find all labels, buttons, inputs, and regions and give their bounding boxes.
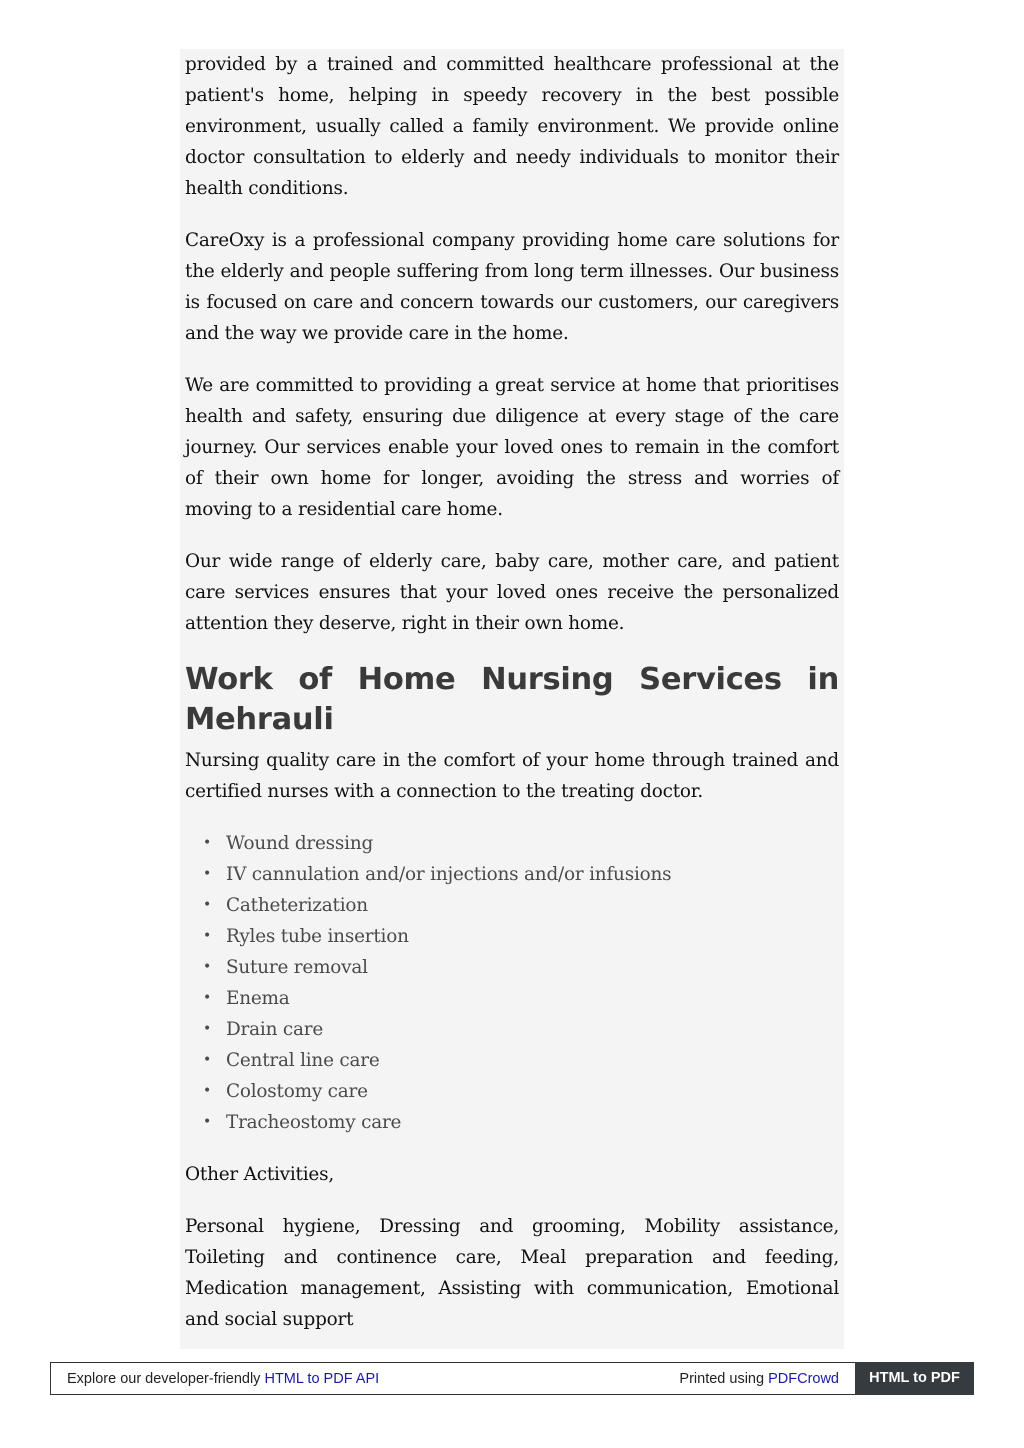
- paragraph-intro-continued: provided by a trained and committed healthcare professional at the patient's home, helping in speedy recovery in the best possible environment, usually called a family environment. We provide online doctor consultation to elderly and needy individuals to monitor their health conditions.: [185, 54, 839, 199]
- other-activities-label: Other Activities,: [185, 1164, 334, 1185]
- bullet-icon: •: [203, 866, 212, 882]
- list-item: [203, 983, 839, 1014]
- list-item-label: Tracheostomy care: [226, 1112, 402, 1133]
- list-item-label: Ryles tube insertion: [226, 926, 409, 947]
- bullet-icon: •: [203, 897, 212, 913]
- bullet-icon: •: [203, 990, 212, 1006]
- list-item: [203, 1014, 839, 1045]
- paragraph-about-careoxy: CareOxy is a professional company providing home care solutions for the elderly and people suffering from long term illnesses. Our business is focused on care and concern towards our customers, our caregivers and the way we provide care in the home.: [185, 230, 839, 344]
- paragraph-commitment: We are committed to providing a great service at home that prioritises health and safety, ensuring due diligence at every stage of the care journey. Our services enable your loved ones to remain in the comfort of their own home for longer, avoiding the stress and worries of moving to a residential care home.: [185, 375, 839, 520]
- list-item: [203, 828, 839, 859]
- article-content: [180, 49, 844, 1349]
- bullet-icon: •: [203, 835, 212, 851]
- list-item-label: Colostomy care: [226, 1081, 368, 1102]
- list-item-label: Drain care: [226, 1019, 324, 1040]
- list-item: [203, 1045, 839, 1076]
- list-item-label: Enema: [226, 988, 290, 1009]
- html-to-pdf-badge[interactable]: HTML to PDF: [855, 1362, 974, 1395]
- footer-explore-text: Explore our developer-friendly: [67, 1371, 265, 1387]
- paragraph-range-of-care: Our wide range of elderly care, baby care, mother care, and patient care services ensures that your loved ones receive the personalized attention they deserve, right in their own home.: [185, 551, 839, 634]
- bullet-icon: •: [203, 1052, 212, 1068]
- list-item-label: Wound dressing: [226, 833, 374, 854]
- section-intro: Nursing quality care in the comfort of your home through trained and certified nurses with a connection to the treating doctor.: [185, 750, 839, 802]
- html-to-pdf-api-link[interactable]: HTML to PDF API: [264, 1371, 380, 1387]
- list-item: [203, 859, 839, 890]
- bullet-icon: •: [203, 1083, 212, 1099]
- list-item-label: Suture removal: [226, 957, 368, 978]
- bullet-icon: •: [203, 928, 212, 944]
- list-item-label: Catheterization: [226, 895, 368, 916]
- section-heading-line2: Mehrauli: [185, 702, 334, 737]
- bullet-icon: •: [203, 959, 212, 975]
- pdfcrowd-footer: [50, 1362, 974, 1395]
- other-activities-text: Personal hygiene, Dressing and grooming, Mobility assistance, Toileting and continence care, Meal preparation and feeding, Medication management, Assisting with communication, Emotional and social support: [185, 1216, 839, 1330]
- footer-explore: [67, 1371, 379, 1387]
- list-item-label: IV cannulation and/or injections and/or infusions: [226, 864, 672, 885]
- footer-printed-text: Printed using: [679, 1371, 769, 1387]
- list-item: [203, 921, 839, 952]
- list-item-label: Central line care: [226, 1050, 380, 1071]
- list-item: [203, 1076, 839, 1107]
- list-item: [203, 1107, 839, 1138]
- footer-printed: [679, 1371, 839, 1387]
- bullet-icon: •: [203, 1021, 212, 1037]
- services-list: [185, 828, 839, 1138]
- section-heading: [185, 660, 839, 740]
- bullet-icon: •: [203, 1114, 212, 1130]
- pdfcrowd-link[interactable]: PDFCrowd: [768, 1371, 839, 1387]
- section-heading-line1: Work of Home Nursing Services in: [185, 662, 839, 697]
- list-item: [203, 890, 839, 921]
- list-item: [203, 952, 839, 983]
